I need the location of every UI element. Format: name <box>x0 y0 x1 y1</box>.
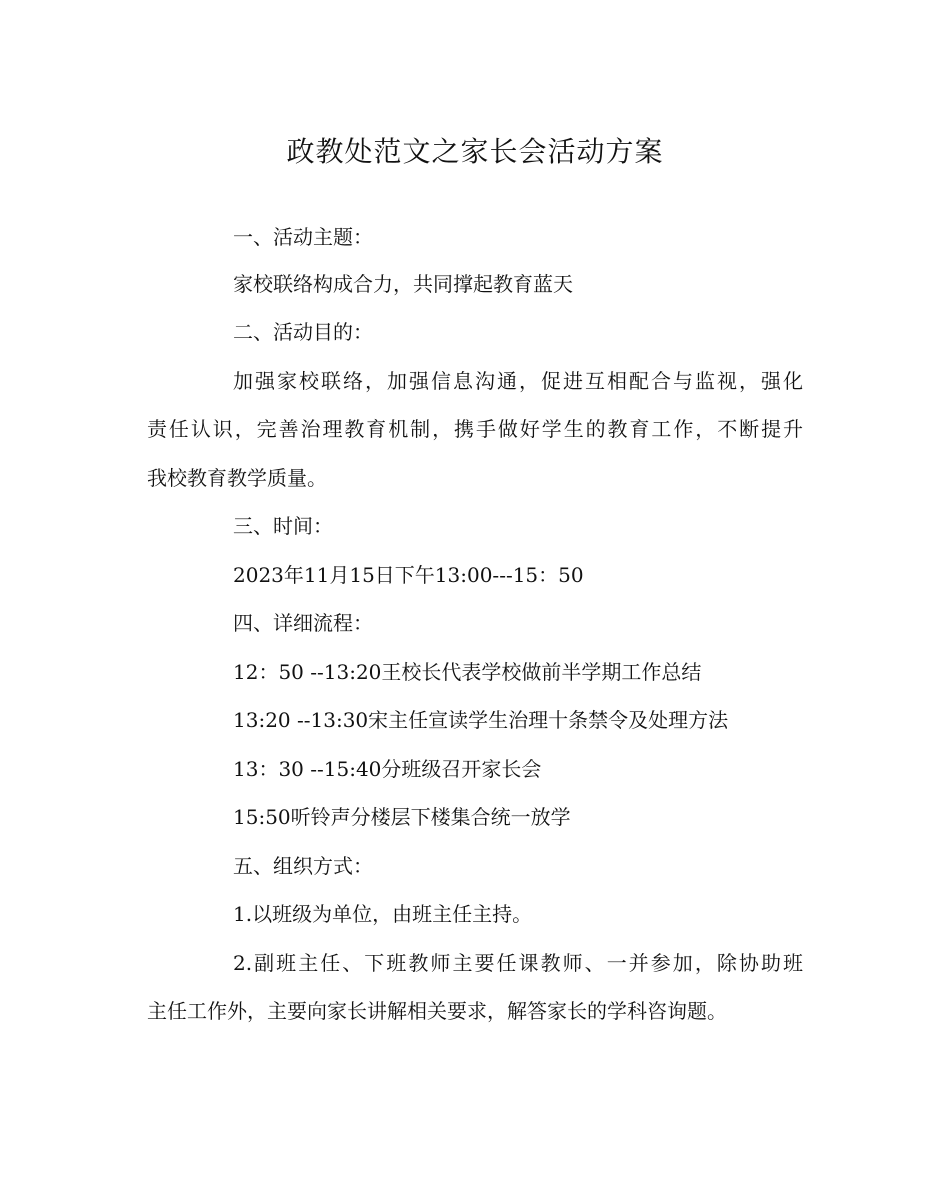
section-4-item: 13:20 --13:30宋主任宣读学生治理十条禁令及处理方法 <box>233 708 729 732</box>
section-4-item: 15:50听铃声分楼层下楼集合统一放学 <box>233 805 571 829</box>
section-5-item-1: 1.以班级为单位，由班主任主持。 <box>233 902 533 926</box>
section-5-item-2-line-2: 主任工作外，主要向家长讲解相关要求，解答家长的学科咨询题。 <box>147 999 727 1023</box>
section-4-heading: 四、详细流程： <box>233 611 373 635</box>
section-2-heading: 二、活动目的： <box>233 320 373 344</box>
section-3-heading: 三、时间： <box>233 514 333 538</box>
section-2-paragraph-line-1: 加强家校联络，加强信息沟通，促进互相配合与监视，强化 <box>233 369 803 393</box>
section-4-item: 13：30 --15:40分班级召开家长会 <box>233 757 542 781</box>
section-4-item: 12：50 --13:20王校长代表学校做前半学期工作总结 <box>233 660 702 684</box>
document-title: 政教处范文之家长会活动方案 <box>286 135 664 168</box>
section-5-heading: 五、组织方式： <box>233 854 373 878</box>
section-2-paragraph-line-3: 我校教育教学质量。 <box>147 466 327 490</box>
section-3-text: 2023年11月15日下午13:00---15：50 <box>233 563 584 587</box>
section-1-heading: 一、活动主题： <box>233 225 373 249</box>
section-5-item-2-line-1: 2.副班主任、下班教师主要任课教师、一并参加，除协助班 <box>233 951 803 975</box>
section-2-paragraph-line-2: 责任认识，完善治理教育机制，携手做好学生的教育工作，不断提升 <box>147 417 803 441</box>
section-1-text: 家校联络构成合力，共同撑起教育蓝天 <box>233 272 573 296</box>
